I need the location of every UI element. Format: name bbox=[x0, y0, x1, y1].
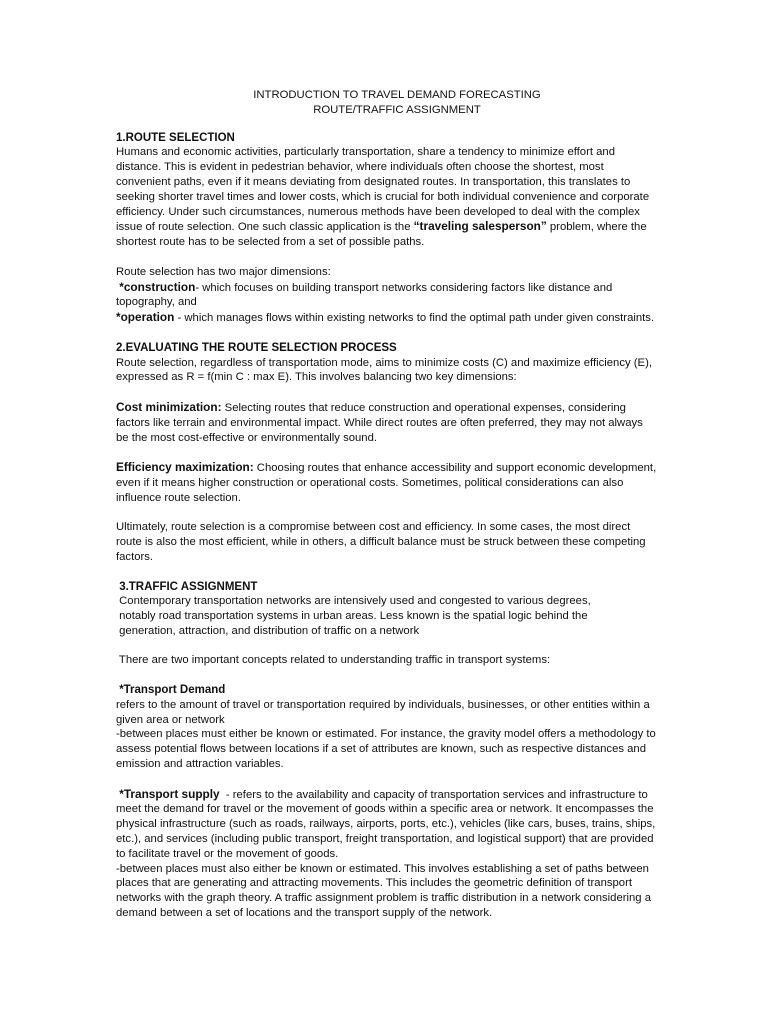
efficiency-maximization-paragraph: Efficiency maximization: Choosing routes that enhance accessibility and support economic development, even if it means higher construction or operational costs. Sometimes, political considerations can also influence route selection. bbox=[116, 460, 657, 504]
document-title-line1: INTRODUCTION TO TRAVEL DEMAND FORECASTING bbox=[253, 89, 541, 101]
section1-heading: 1.ROUTE SELECTION bbox=[116, 131, 235, 144]
section3-intro-line1: Contemporary transportation networks are intensively used and congested to various degrees, bbox=[116, 595, 591, 608]
section2-intro: Route selection, regardless of transportation mode, aims to minimize costs (C) and maximize efficiency (E), expressed as R = f(min C : max E). This involves balancing two key dimensions: bbox=[116, 356, 652, 384]
transport-demand-heading: *Transport Demand bbox=[116, 684, 226, 697]
section2-heading: 2.EVALUATING THE ROUTE SELECTION PROCESS bbox=[116, 341, 397, 354]
construction-item: *construction- which focuses on building transport networks considering factors like distance and topography, and bbox=[116, 279, 613, 309]
section3-concepts: There are two important concepts related to understanding traffic in transport systems: bbox=[116, 654, 551, 667]
section2-conclusion: Ultimately, route selection is a compromise between cost and efficiency. In some cases, the most direct route is also the most efficient, while in others, a difficult balance must be struck between these competing factors. bbox=[116, 521, 646, 563]
section1-paragraph: Humans and economic activities, particularly transportation, share a tendency to minimize effort and distance. This is evident in pedestrian behavior, where individuals often choose the shortest, most convenient paths, even if it means deviating from designated routes. In transportation, this translates to seeking shorter travel times and lower costs, which is crucial for both individual convenience and corporate efficiency. Under such circumstances, numerous methods have been developed to deal with the complex issue of route selection. One such classic application is the “traveling salesperson” problem, where the shortest route has to be selected from a set of possible paths. bbox=[116, 146, 650, 249]
transport-supply-estimation: -between places must also either be known or estimated. This involves establishing a set of paths between places that are generating and attracting movements. This includes the geometric definition of transport networks with the graph theory. A traffic assignment problem is traffic distribution in a network considering a demand between a set of locations and the transport supply of the network. bbox=[116, 862, 651, 920]
transport-demand-text: refers to the amount of travel or transportation required by individuals, businesses, or other entities within a given area or network bbox=[116, 698, 650, 726]
section3-heading: 3.TRAFFIC ASSIGNMENT bbox=[116, 580, 258, 593]
transport-demand-estimation: -between places must either be known or estimated. For instance, the gravity model offers a methodology to assess potential flows between locations if a set of attributes are known, such as respective distances and emission and attraction variables. bbox=[116, 728, 656, 771]
operation-item: *operation - which manages flows within existing networks to find the optimal path under given constraints. bbox=[116, 310, 655, 325]
cost-minimization-paragraph: Cost minimization: Selecting routes that reduce construction and operational expenses, considering factors like terrain and environmental impact. While direct routes are often preferred, they may not always be the most cost-effective or environmentally sound. bbox=[116, 399, 643, 444]
document-title-line2: ROUTE/TRAFFIC ASSIGNMENT bbox=[313, 103, 481, 116]
transport-supply-paragraph: *Transport supply - refers to the availability and capacity of transportation services and infrastructure to meet the demand for travel or the movement of goods within a specific area or network. It encompasses the physical infrastructure (such as roads, railways, airports, ports, etc.), vehicles (like cars, buses, trains, ships, etc.), and services (including public transport, freight transportation, and logistical support) that are provided to facilitate travel or the movement of goods. bbox=[116, 786, 659, 860]
section3-intro-line2: notably road transportation systems in urban areas. Less known is the spatial logic behind the bbox=[116, 610, 588, 623]
traveling-salesperson-term: “traveling salesperson” bbox=[413, 219, 547, 234]
route-dimensions-intro: Route selection has two major dimensions: bbox=[116, 265, 331, 278]
section3-intro-line3: generation, attraction, and distribution of traffic on a network bbox=[116, 624, 420, 637]
